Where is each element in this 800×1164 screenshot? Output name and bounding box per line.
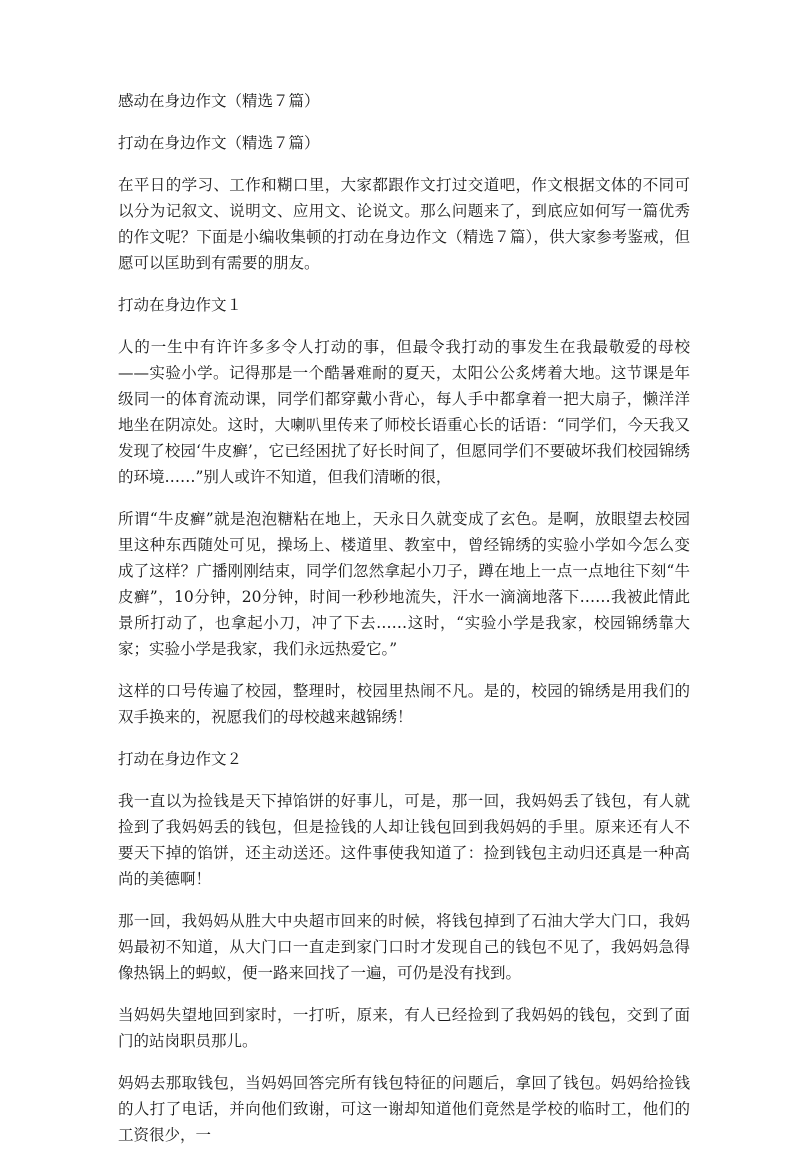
section-1-paragraph-2: 所谓“牛皮癣”就是泡泡糖粘在地上，天永日久就变成了玄色。是啊，放眼望去校园里这种东西随处可见，操场上、楼道里、教室中，曾经锦绣的实验小学如今怎么变成了这样？广播刚刚结束，同学们忽然拿起小刀子，蹲在地上一点一点地往下刻“牛皮癣”，10分钟，20分钟，时间一秒秒地流失，汗水一滴滴地落下……我被此情此景所打动了，也拿起小刀，冲了下去……这时，“实验小学是我家，校园锦绣靠大家；实验小学是我家，我们永远热爱它。” (118, 510, 690, 658)
document-title: 感动在身边作文（精选７篇） (118, 92, 320, 110)
section-1-paragraph-3: 这样的口号传遍了校园，整理时，校园里热闹不凡。是的，校园的锦绣是用我们的双手换来的，祝愿我们的母校越来越锦绣！ (118, 682, 690, 726)
section-1-paragraph-1: 人的一生中有许许多多令人打动的事，但最令我打动的事发生在我最敬爱的母校——实验小学。记得那是一个酷暑难耐的夏天，太阳公公炙烤着大地。这节课是年级同一的体育流动课，同学们都穿戴小背心，每人手中都拿着一把大扇子，懒洋洋地坐在阴凉处。这时，大喇叭里传来了师校长语重心长的话语：“同学们，今天我又发现了校园‘牛皮癣’，它已经困扰了好长时间了，但愿同学们不要破坏我们校园锦绣的环境……”别人或许不知道，但我们清晰的很， (118, 338, 690, 486)
section-2-paragraph-4: 妈妈去那取钱包，当妈妈回答完所有钱包特征的问题后，拿回了钱包。妈妈给捡钱的人打了电话，并向他们致谢，可这一谢却知道他们竟然是学校的临时工，他们的工资很少，一 (118, 1074, 690, 1144)
section-2-paragraph-2: 那一回，我妈妈从胜大中央超市回来的时候，将钱包掉到了石油大学大门口，我妈妈最初不知道，从大门口一直走到家门口时才发现自己的钱包不见了，我妈妈急得像热锅上的蚂蚁，便一路来回找了一遍，可仍是没有找到。 (118, 912, 690, 982)
section-2-paragraph-1: 我一直以为捡钱是天下掉馅饼的好事儿，可是，那一回，我妈妈丢了钱包，有人就捡到了我妈妈丢的钱包，但是捡钱的人却让钱包回到我妈妈的手里。原来还有人不要天下掉的馅饼，还主动送还。这件事使我知道了：捡到钱包主动归还真是一种高尚的美德啊！ (118, 792, 690, 888)
section-heading-1: 打动在身边作文１ (118, 296, 243, 314)
section-heading-2: 打动在身边作文２ (118, 750, 243, 768)
document-page (118, 88, 690, 1164)
section-2-paragraph-3: 当妈妈失望地回到家时，一打听，原来，有人已经捡到了我妈妈的钱包，交到了面门的站岗职员那儿。 (118, 1006, 690, 1050)
intro-paragraph: 在平日的学习、工作和糊口里，大家都跟作文打过交道吧，作文根据文体的不同可以分为记叙文、说明文、应用文、论说文。那么问题来了，到底应如何写一篇优秀的作文呢？下面是小编收集顿的打动在身边作文（精选７篇），供大家参考鉴戒，但愿可以匡助到有需要的朋友。 (118, 176, 690, 272)
document-subtitle: 打动在身边作文（精选７篇） (118, 134, 320, 152)
